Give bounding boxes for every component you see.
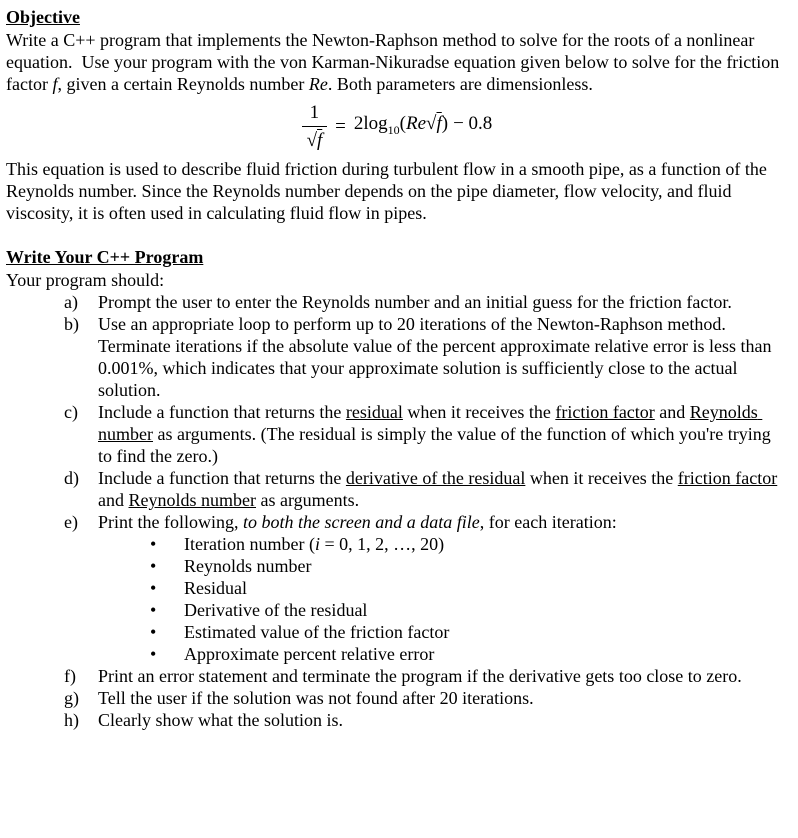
bullet-icon: • — [150, 600, 157, 620]
bullet-text — [184, 621, 788, 643]
text-run: Include a function that returns the — [98, 468, 346, 488]
item-text — [98, 511, 788, 533]
item-text — [98, 467, 788, 511]
text-run: and — [654, 402, 690, 422]
list-item-h — [64, 709, 788, 731]
fraction-numerator: 1 — [302, 101, 328, 127]
text-run: as arguments. (The residual is simply the value of the function of which you're trying to find the zero.) — [98, 424, 776, 466]
text-run: Approximate percent relative error — [184, 644, 435, 664]
item-label: b) — [64, 314, 79, 334]
text-run: Estimated value of the friction factor — [184, 622, 450, 642]
list-item-d — [64, 467, 788, 511]
text-run: Clearly show what the solution is. — [98, 710, 343, 730]
text-run: , given a certain Reynolds number — [57, 74, 309, 94]
bullet-icon: • — [150, 622, 157, 642]
item-label: h) — [64, 710, 79, 730]
radical-sign: √ — [426, 112, 437, 134]
text-run: Residual — [184, 578, 247, 598]
text-run: when it receives the — [525, 468, 678, 488]
minus-term: − 0.8 — [453, 112, 493, 134]
item-text — [98, 313, 788, 401]
bullet-text — [184, 599, 788, 621]
log-coefficient: 2log — [353, 112, 388, 134]
open-paren: ( — [399, 112, 406, 134]
objective-paragraph — [6, 29, 788, 95]
fraction-denominator — [302, 127, 328, 152]
list-item-e — [64, 511, 788, 533]
text-run: friction factor — [677, 468, 778, 488]
text-run: to both the screen and a data file — [243, 512, 480, 532]
item-label: e) — [64, 512, 78, 532]
text-run: = 0, 1, 2, …, 20) — [319, 534, 445, 554]
text-run: Re — [308, 74, 328, 94]
program-intro: Your program should: — [6, 270, 165, 290]
requirements-list — [6, 291, 788, 731]
list-item-a — [64, 291, 788, 313]
objective-heading-text: Objective — [6, 7, 80, 27]
bullet-item — [150, 599, 788, 621]
log-base: 10 — [387, 122, 400, 137]
text-run: Prompt the user to enter the Reynolds number and an initial guess for the friction factor. — [98, 292, 732, 312]
text-run: Reynolds number — [98, 402, 763, 444]
text-run: f — [52, 74, 58, 94]
bullet-item — [150, 533, 788, 555]
text-run: . Both parameters are dimensionless. — [327, 74, 593, 94]
objective-heading — [6, 6, 788, 29]
bullet-item — [150, 577, 788, 599]
text-run: as arguments. — [256, 490, 360, 510]
equation-rhs — [354, 112, 492, 142]
von-karman-nikuradse-equation — [6, 101, 788, 152]
bullet-icon: • — [150, 556, 157, 576]
list-item-f — [64, 665, 788, 687]
bullet-text — [184, 577, 788, 599]
text-run: derivative of the residual — [345, 468, 526, 488]
program-heading-text: Write Your C++ Program — [6, 247, 204, 267]
item-text — [98, 687, 788, 709]
text-run: Print an error statement and terminate the program if the derivative gets too close to zero. — [98, 666, 742, 686]
text-run: This equation is used to describe fluid friction during turbulent flow in a smooth pipe, as a function of the Reynolds number. Since the Reynolds number depends on the pipe diameter, flow velocity, and fluid viscosity, it is often used in calculating fluid flow in pipes. — [6, 159, 772, 223]
bullet-item — [150, 643, 788, 665]
list-item-g — [64, 687, 788, 709]
text-run: Write a C++ program that implements the Newton-Raphson method to solve for the roots of a nonlinear equation. Use your program with the von Karman-Nikuradse equation given below to solve for the friction factor — [6, 30, 784, 94]
bullet-text — [184, 555, 788, 577]
sqrt-argument: f — [436, 112, 442, 134]
item-text — [98, 709, 788, 731]
item-label: f) — [64, 666, 76, 686]
text-run: Include a function that returns the — [98, 402, 346, 422]
iteration-output-list — [6, 533, 788, 665]
bullet-icon: • — [150, 534, 157, 554]
item-label: g) — [64, 688, 79, 708]
bullet-icon: • — [150, 644, 157, 664]
item-text — [98, 291, 788, 313]
text-run: i — [314, 534, 320, 554]
item-label: c) — [64, 402, 78, 422]
item-text — [98, 401, 788, 467]
list-item-c — [64, 401, 788, 467]
radical-sign: √ — [306, 130, 317, 151]
text-run: Tell the user if the solution was not found after 20 iterations. — [98, 688, 534, 708]
text-run: friction factor — [555, 402, 655, 422]
program-heading — [6, 246, 788, 269]
bullet-item — [150, 555, 788, 577]
bullet-icon: • — [150, 578, 157, 598]
text-run: , for each iteration: — [479, 512, 617, 532]
equation-lhs-fraction — [302, 101, 328, 152]
text-run: Print the following, — [98, 512, 243, 532]
text-run: Reynolds number — [184, 556, 312, 576]
text-run: Use an appropriate loop to perform up to 20 iterations of the Newton-Raphson method. Terminate iterations if the absolute value of the percent approximate relative error is less than 0.001%, which indicates that your approximate solution is sufficiently close to the actual solution. — [98, 314, 776, 400]
text-run: Derivative of the residual — [184, 600, 368, 620]
list-item-b — [64, 313, 788, 401]
bullet-text — [184, 643, 788, 665]
text-run: and — [98, 468, 782, 510]
item-label: d) — [64, 468, 79, 488]
text-run: Iteration number ( — [184, 534, 315, 554]
text-run: Reynolds number — [128, 490, 256, 510]
description-paragraph — [6, 158, 788, 224]
bullet-text — [184, 533, 788, 555]
item-text — [98, 665, 788, 687]
item-label: a) — [64, 292, 78, 312]
reynolds-symbol: Re — [406, 112, 427, 134]
equals-sign: = — [335, 116, 346, 137]
close-paren: ) — [441, 112, 449, 134]
sqrt-argument: f — [317, 130, 323, 151]
bullet-item — [150, 621, 788, 643]
text-run: residual — [345, 402, 403, 422]
text-run: when it receives the — [402, 402, 556, 422]
